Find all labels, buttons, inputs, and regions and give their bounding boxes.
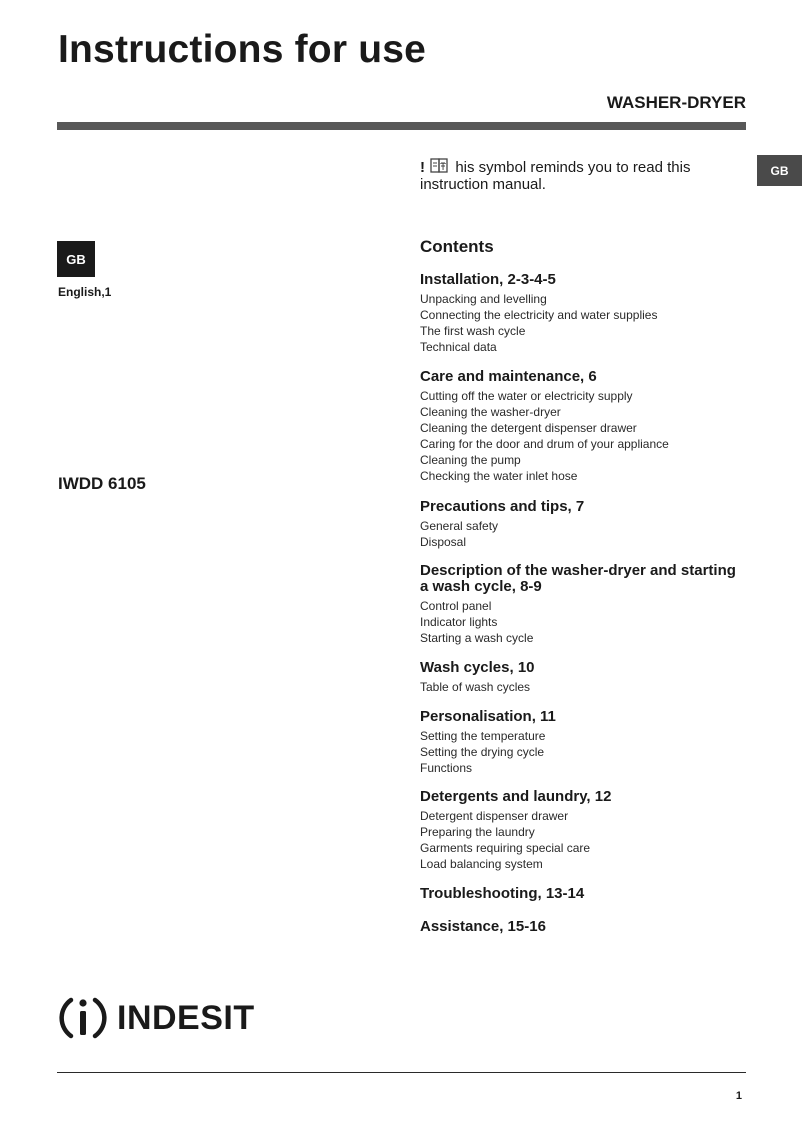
toc-section-installation[interactable] <box>420 272 760 355</box>
indesit-logo-icon <box>57 992 109 1044</box>
toc-section-personalisation[interactable] <box>420 709 760 776</box>
toc-section-title[interactable]: Assistance, 15-16 <box>420 918 546 935</box>
toc-section-assistance[interactable] <box>420 919 760 938</box>
toc-item: Cleaning the detergent dispenser drawer <box>420 421 637 435</box>
toc-section-title[interactable]: Troubleshooting, 13-14 <box>420 885 585 902</box>
toc-item: Control panel <box>420 599 492 613</box>
toc-section-title[interactable]: Detergents and laundry, 12 <box>420 788 612 805</box>
book-icon <box>429 159 455 176</box>
toc-item: Disposal <box>420 535 467 549</box>
toc-section-detergents[interactable] <box>420 789 760 872</box>
indesit-logo <box>57 990 257 1046</box>
toc-item: Caring for the door and drum of your appliance <box>420 437 669 451</box>
toc-section-title[interactable]: Installation, 2-3-4-5 <box>420 271 556 288</box>
notice-text: his symbol reminds you to read this instruction manual. <box>420 159 691 193</box>
toc-item: Setting the temperature <box>420 729 546 743</box>
toc-item: Table of wash cycles <box>420 680 531 694</box>
toc-item: Indicator lights <box>420 615 498 629</box>
model-number: IWDD 6105 <box>58 474 146 493</box>
toc-section-troubleshooting[interactable] <box>420 886 760 905</box>
toc-item: Functions <box>420 761 473 775</box>
manual-notice <box>420 158 740 193</box>
toc-item: Cutting off the water or electricity supply <box>420 389 633 403</box>
toc-item: Unpacking and levelling <box>420 292 547 306</box>
toc-section-title[interactable]: Wash cycles, 10 <box>420 659 535 676</box>
toc-item: Technical data <box>420 340 497 354</box>
toc-section-title[interactable]: Description of the washer-dryer and starting a wash cycle, 8-9 <box>420 562 736 595</box>
toc-item: Preparing the laundry <box>420 825 535 839</box>
language-badge: GB <box>57 241 95 277</box>
toc-item: Setting the drying cycle <box>420 745 545 759</box>
svg-text:T: T <box>440 162 447 173</box>
toc-section-care[interactable] <box>420 369 760 484</box>
toc-section-title[interactable]: Precautions and tips, 7 <box>420 498 585 515</box>
toc-section-precautions[interactable] <box>420 499 760 550</box>
brand-name: INDESIT <box>117 998 255 1037</box>
language-link-english[interactable]: English,1 <box>58 285 112 299</box>
toc-section-title[interactable]: Care and maintenance, 6 <box>420 368 597 385</box>
product-type: WASHER-DRYER <box>606 93 746 112</box>
toc-item: Starting a wash cycle <box>420 631 534 645</box>
toc-section-title[interactable]: Personalisation, 11 <box>420 708 556 725</box>
toc-section-wash-cycles[interactable] <box>420 660 760 695</box>
toc-item: Garments requiring special care <box>420 841 591 855</box>
footer-divider <box>57 1072 746 1073</box>
toc-item: Load balancing system <box>420 857 543 871</box>
toc-item: Connecting the electricity and water supplies <box>420 308 658 322</box>
page-title: Instructions for use <box>58 28 427 71</box>
language-side-tab[interactable]: GB <box>757 155 802 186</box>
toc-item: Cleaning the washer-dryer <box>420 405 561 419</box>
exclamation-mark: ! <box>420 159 425 176</box>
toc-item: Detergent dispenser drawer <box>420 809 569 823</box>
contents-heading: Contents <box>420 237 494 256</box>
toc-item: Checking the water inlet hose <box>420 469 578 483</box>
page-number: 1 <box>735 1090 742 1102</box>
header-divider <box>57 122 746 130</box>
toc-item: The first wash cycle <box>420 324 526 338</box>
toc-section-description[interactable] <box>420 563 760 646</box>
toc-item: Cleaning the pump <box>420 453 521 467</box>
toc-item: General safety <box>420 519 499 533</box>
